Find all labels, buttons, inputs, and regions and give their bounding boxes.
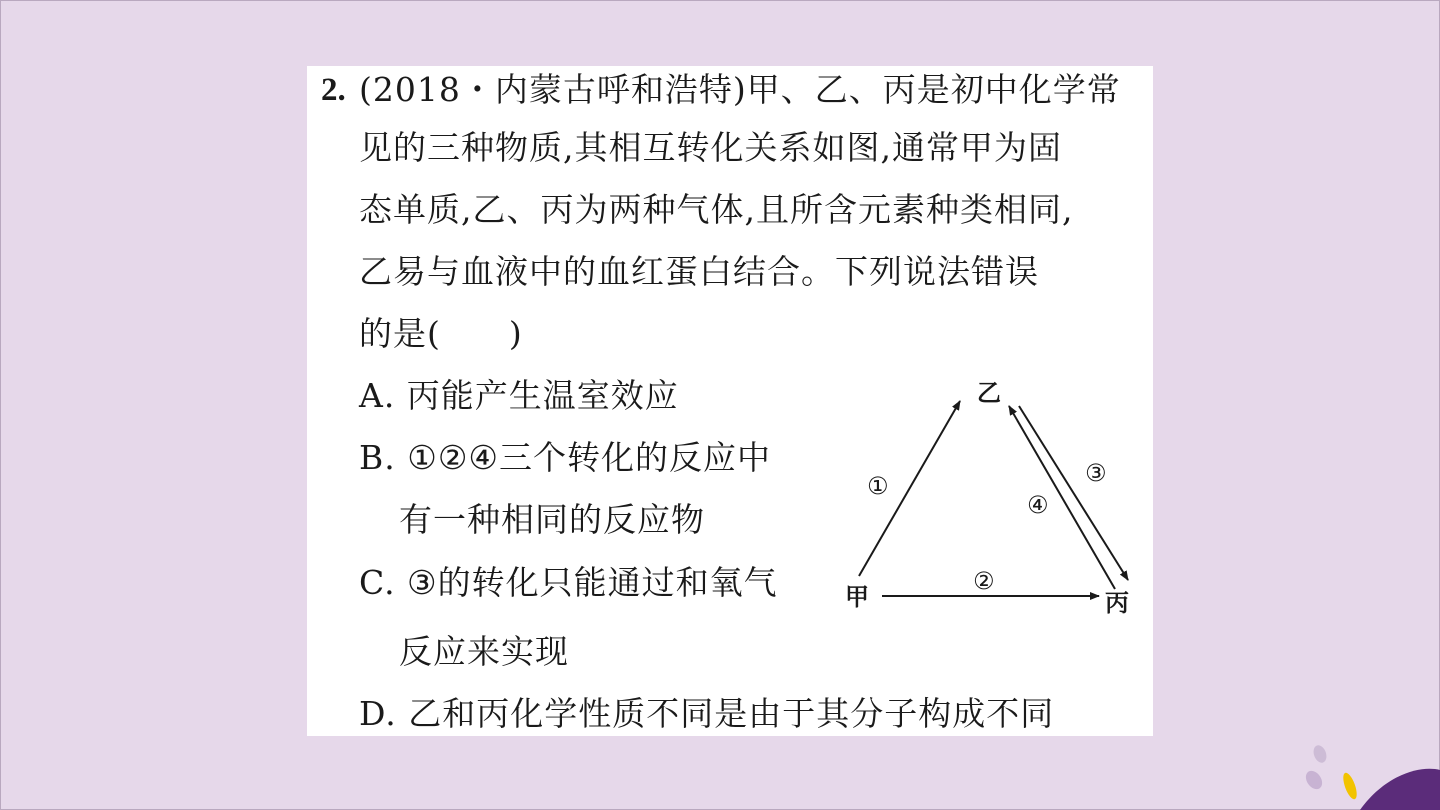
label-arrow-3: ③ — [1085, 459, 1107, 487]
corner-decoration — [1290, 740, 1440, 810]
label-arrow-4: ④ — [1027, 491, 1049, 519]
label-arrow-2: ② — [973, 567, 995, 595]
option-b: B. ①②④三个转化的反应中 — [359, 438, 771, 477]
question-line-5: 的是( ) — [359, 314, 523, 353]
arrow-bing-to-yi — [1009, 406, 1115, 589]
question-line-3: 态单质,乙、丙为两种气体,且所含元素种类相同, — [359, 190, 1074, 229]
conversion-diagram — [837, 371, 1137, 631]
node-bing: 丙 — [1105, 588, 1129, 617]
question-line-1: (2018・内蒙古呼和浩特)甲、乙、丙是初中化学常 — [359, 70, 1121, 109]
label-arrow-1: ① — [867, 472, 889, 500]
option-d: D. 乙和丙化学性质不同是由于其分子构成不同 — [359, 694, 1055, 733]
question-number: 2. — [321, 72, 346, 108]
question-card — [307, 66, 1153, 736]
node-yi: 乙 — [977, 378, 1001, 407]
question-line-4: 乙易与血液中的血红蛋白结合。下列说法错误 — [359, 252, 1039, 291]
option-c-continued: 反应来实现 — [399, 632, 569, 671]
option-a: A. 丙能产生温室效应 — [359, 376, 679, 415]
option-c: C. ③的转化只能通过和氧气 — [359, 563, 778, 602]
node-jia: 甲 — [845, 582, 869, 611]
question-line-2: 见的三种物质,其相互转化关系如图,通常甲为固 — [359, 128, 1062, 167]
option-b-continued: 有一种相同的反应物 — [399, 500, 705, 539]
